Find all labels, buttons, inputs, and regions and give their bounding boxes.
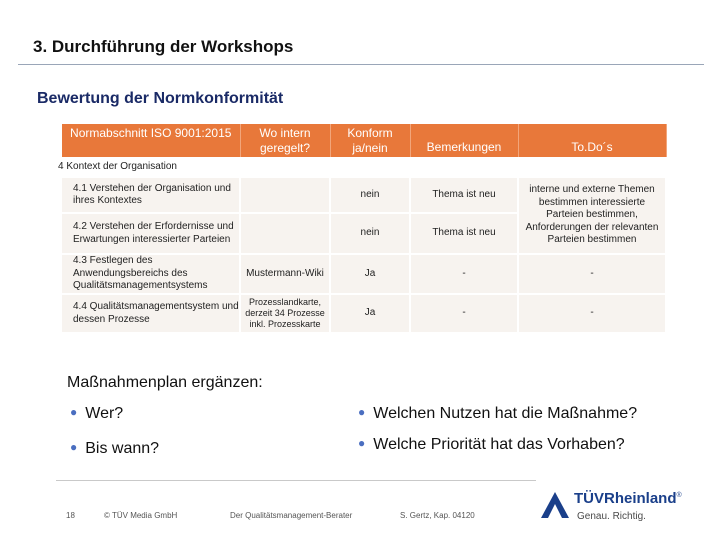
brand-logo (574, 490, 682, 507)
row-bemerkung: Thema ist neu (410, 177, 518, 213)
row-konform: nein (330, 177, 410, 213)
bullet-item (70, 440, 159, 458)
row-intern: Prozesslandkarte, derzeit 34 Prozesse inkl. Prozesskarte (240, 294, 330, 332)
row-intern (240, 177, 330, 213)
header-bemerkungen: Bemerkungen (410, 124, 518, 157)
row-abschnitt: 4.3 Festlegen des Anwendungsbereichs des Qualitätsmanagementsystems (62, 254, 240, 294)
bullet-text: Welche Priorität hat das Vorhaben? (373, 436, 625, 453)
slide-title: 3. Durchführung der Workshops (33, 37, 294, 56)
footer-ref: S. Gertz, Kap. 04120 (400, 511, 475, 520)
header-normabschnitt: Normabschnitt ISO 9001:2015 (62, 124, 240, 157)
row-todo: - (518, 254, 666, 294)
row-abschnitt: 4.4 Qualitätsmanagementsystem und dessen Prozesse (62, 294, 240, 332)
section-row (62, 157, 666, 177)
row-konform: Ja (330, 254, 410, 294)
footer-center: Der Qualitätsmanagement-Berater (230, 511, 353, 520)
row-intern (240, 213, 330, 254)
conformity-table (58, 124, 667, 332)
row-bemerkung: - (410, 254, 518, 294)
row-abschnitt: 4.1 Verstehen der Organisation und ihres Kontextes (62, 177, 240, 213)
table-row (62, 294, 666, 332)
bullet-dot-icon: ● (358, 436, 366, 450)
footer-copyright: © TÜV Media GmbH (104, 511, 178, 520)
row-bemerkung: Thema ist neu (410, 213, 518, 254)
row-bemerkung: - (410, 294, 518, 332)
title-divider (18, 64, 704, 65)
bullet-text: Welchen Nutzen hat die Maßnahme? (373, 405, 638, 422)
table-row (62, 254, 666, 294)
row-konform: Ja (330, 294, 410, 332)
slide-subtitle: Bewertung der Normkonformität (37, 90, 284, 107)
bullet-item (70, 405, 123, 423)
header-todos: To.Do´s (518, 124, 666, 157)
table-header-row (62, 124, 666, 157)
bullet-text: Wer? (85, 405, 124, 422)
row-todo: - (518, 294, 666, 332)
brand-name: TÜVRheinland (574, 490, 677, 507)
bullet-dot-icon: ● (70, 440, 78, 454)
bullet-dot-icon: ● (70, 405, 78, 419)
row-intern: Mustermann-Wiki (240, 254, 330, 294)
row-abschnitt: 4.2 Verstehen der Erfordernisse und Erwartungen interessierter Parteien (62, 213, 240, 254)
footer-divider (56, 480, 536, 481)
brand-tagline: Genau. Richtig. (577, 511, 646, 522)
row-todo-merged: interne und externe Themen bestimmen interessierte Parteien bestimmen, Anforderungen der relevanten Parteien bestimmen (518, 177, 666, 254)
bullet-dot-icon: ● (358, 405, 366, 419)
bullet-item (358, 436, 625, 454)
section-label: 4 Kontext der Organisation (58, 161, 177, 172)
brand-mark: ® (676, 492, 682, 499)
page-number: 18 (66, 511, 75, 520)
header-intern: Wo intern geregelt? (240, 124, 330, 157)
header-konform: Konform ja/nein (330, 124, 410, 157)
bullet-item (358, 405, 637, 423)
plan-heading: Maßnahmenplan ergänzen: (67, 374, 263, 391)
table-row (62, 177, 666, 213)
row-konform: nein (330, 213, 410, 254)
bullet-text: Bis wann? (85, 440, 160, 457)
